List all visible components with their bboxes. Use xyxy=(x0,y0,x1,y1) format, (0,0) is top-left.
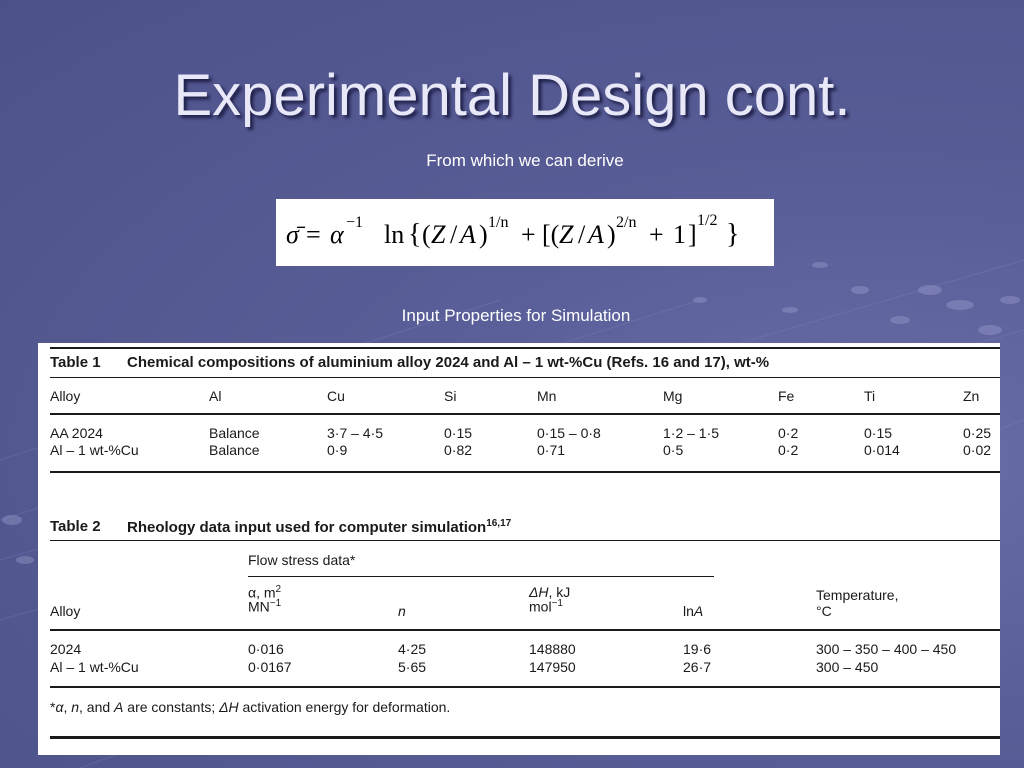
formula-slash2: / xyxy=(578,220,586,249)
table2-header-alloy: Alloy xyxy=(50,603,81,619)
table1-cell: AA 2024 xyxy=(50,425,103,441)
table1-header-zn: Zn xyxy=(963,388,980,404)
formula-paren-close2: ) xyxy=(607,220,616,249)
table2-header-alpha-top: α, $m^2$ xyxy=(248,584,282,601)
table1-bottom-rule xyxy=(50,471,1000,473)
table1-header-si: Si xyxy=(444,388,457,404)
table1-cell: Balance xyxy=(209,425,260,441)
table2-cell: 300 – 450 xyxy=(816,659,879,675)
table1-header-rule xyxy=(50,413,1000,415)
table2-cell: 2024 xyxy=(50,641,82,657)
table1-cell: 0·15 xyxy=(444,425,473,441)
formula-z1: Z xyxy=(431,220,446,249)
formula-bracket-close: ] xyxy=(688,220,697,249)
formula-alpha-exponent: −1 xyxy=(346,214,364,231)
tables-image xyxy=(38,343,1000,755)
table2-cell: 4·25 xyxy=(398,641,427,657)
table1-cell: 0·2 xyxy=(778,442,799,458)
table2-header-dh-top: ΔH, kJ xyxy=(529,584,571,600)
table1-cell: Al – 1 wt-%Cu xyxy=(50,442,139,458)
table2-caption-rule xyxy=(50,540,1000,541)
table2-bottom-rule xyxy=(50,686,1000,688)
table1-label: Table 1 xyxy=(50,354,101,371)
formula-open-brace: { xyxy=(408,219,422,250)
table2-cell: 5·65 xyxy=(398,659,427,675)
formula-one: 1 xyxy=(673,220,686,249)
table1-caption: Chemical compositions of aluminium alloy 2024 and Al – 1 wt-%Cu (Refs. 16 and 17), wt-% xyxy=(127,354,770,371)
table1-cell: Balance xyxy=(209,442,260,458)
table1-cell: 0·2 xyxy=(778,425,799,441)
table1-cell: 0·014 xyxy=(864,442,900,458)
formula-z2: Z xyxy=(559,220,574,249)
table2-cell: Al – 1 wt-%Cu xyxy=(50,659,139,675)
table2-header-n: n xyxy=(398,603,406,619)
table2-group-rule xyxy=(248,576,714,577)
table1-cell: 0·25 xyxy=(963,425,992,441)
formula-exponent-1n: 1/n xyxy=(488,214,509,231)
table1-header-ti: Ti xyxy=(864,388,876,404)
formula-slash1: / xyxy=(450,220,458,249)
table2-final-rule xyxy=(50,736,1000,739)
table2-header-temp-bottom: °C xyxy=(816,603,832,619)
formula-sigma: σ̄ xyxy=(286,220,299,249)
formula-close-brace: } xyxy=(726,219,740,250)
table1-cell: 0·71 xyxy=(537,442,566,458)
slide-subtitle: From which we can derive xyxy=(426,151,624,170)
table1-top-rule xyxy=(50,347,1000,349)
table1-header-mg: Mg xyxy=(663,388,683,404)
table2-caption-refs: 16,17 xyxy=(486,518,512,529)
formula-exponent-2n: 2/n xyxy=(616,214,637,231)
table1-cell: 0·5 xyxy=(663,442,684,458)
table1-header-al: Al xyxy=(209,388,222,404)
table2-cell: 0·016 xyxy=(248,641,284,657)
table2-cell: 26·7 xyxy=(683,659,712,675)
table2-header-lna: lnA xyxy=(683,603,704,619)
table1-header-fe: Fe xyxy=(778,388,795,404)
formula-a2: A xyxy=(588,220,604,249)
table1-caption-rule xyxy=(50,377,1000,378)
table1-cell: 0·9 xyxy=(327,442,348,458)
table2-header-temp-top: Temperature, xyxy=(816,587,899,603)
table2-cell: 300 – 350 – 400 – 450 xyxy=(816,641,957,657)
table1-header-mn: Mn xyxy=(537,388,557,404)
table2-footnote: *α, n, and A are constants; ΔH activation energy for deformation. xyxy=(50,699,451,715)
table1-cell: 0·15 – 0·8 xyxy=(537,425,601,441)
formula-bracket-open: [( xyxy=(542,220,560,249)
formula-exponent-half: 1/2 xyxy=(697,212,718,229)
formula-equals: = xyxy=(306,220,321,249)
table1-header-cu: Cu xyxy=(327,388,345,404)
formula-paren: ( xyxy=(422,220,431,249)
formula-plus1: + xyxy=(521,220,536,249)
table2-cell: 0·0167 xyxy=(248,659,292,675)
formula-ln: ln xyxy=(384,220,405,249)
table2-label: Table 2 xyxy=(50,518,101,535)
input-properties-label: Input Properties for Simulation xyxy=(401,306,631,325)
formula-paren-close1: ) xyxy=(479,220,488,249)
formula-a1: A xyxy=(460,220,476,249)
table1-cell: 0·15 xyxy=(864,425,893,441)
formula-plus2: + xyxy=(649,220,664,249)
table2-cell: 148880 xyxy=(529,641,576,657)
formula-alpha: α xyxy=(330,220,344,249)
table2-header-rule xyxy=(50,629,1000,631)
table1-cell: 0·82 xyxy=(444,442,473,458)
table2-caption: Rheology data input used for computer simulation$^{16,17}$ xyxy=(127,518,512,536)
table1-cell: 3·7 – 4·5 xyxy=(327,425,384,441)
table2-cell: 147950 xyxy=(529,659,576,675)
flow-stress-formula xyxy=(276,199,774,266)
slide-title: Experimental Design cont. xyxy=(173,63,851,128)
table1-header-alloy: Alloy xyxy=(50,388,81,404)
table2-group-header: Flow stress data* xyxy=(248,552,356,568)
table2-cell: 19·6 xyxy=(683,641,712,657)
table1-cell: 1·2 – 1·5 xyxy=(663,425,720,441)
table2-header-alpha-bottom: $MN^{-1}$ xyxy=(248,598,282,615)
table1-cell: 0·02 xyxy=(963,442,992,458)
table2-header-dh-bottom: mol$^{-1}$ xyxy=(529,598,563,615)
